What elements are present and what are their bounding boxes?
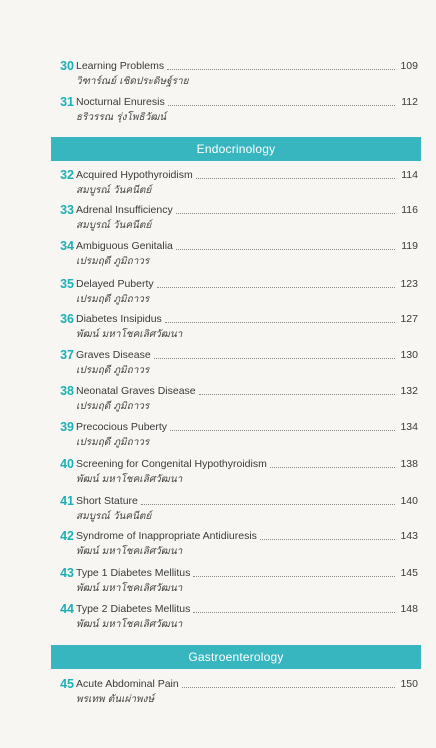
entry-page: 130 <box>400 349 418 361</box>
entry-author: เปรมฤดี ภูมิถาวร <box>76 256 150 267</box>
toc-entry[interactable] <box>0 202 436 242</box>
entry-number: 34 <box>60 239 74 253</box>
dot-leader <box>260 539 395 540</box>
entry-author: พัฒน์ มหาโชคเลิศวัฒนา <box>76 329 183 340</box>
entry-title-row <box>76 565 418 581</box>
entry-title: Neonatal Graves Disease <box>76 385 196 397</box>
entry-title: Precocious Puberty <box>76 421 168 433</box>
entry-author: พรเทพ ตันเผ่าพงษ์ <box>76 694 155 705</box>
entry-title-row <box>76 383 418 399</box>
entry-author: สมบูรณ์ วันคนีตย์ <box>76 511 152 522</box>
dot-leader <box>141 504 395 505</box>
section-header-gastroenterology <box>51 645 421 669</box>
entry-page: 127 <box>400 313 418 325</box>
toc-entry[interactable] <box>0 238 436 278</box>
entry-author: เปรมฤดี ภูมิถาวร <box>76 294 150 305</box>
entry-author: เปรมฤดี ภูมิถาวร <box>76 401 150 412</box>
entry-page: 109 <box>400 60 418 72</box>
toc-entry[interactable] <box>0 58 436 98</box>
entry-title-row <box>76 167 418 183</box>
section-title: Endocrinology <box>196 142 276 156</box>
entry-number: 32 <box>60 168 74 182</box>
entry-title: Adrenal Insufficiency <box>76 204 173 216</box>
entry-page: 148 <box>400 603 418 615</box>
entry-number: 40 <box>60 457 74 471</box>
entry-page: 150 <box>400 678 418 690</box>
entry-title: Nocturnal Enuresis <box>76 96 165 108</box>
entry-number: 41 <box>60 494 74 508</box>
entry-title-row <box>76 202 418 218</box>
entry-title-row <box>76 58 418 74</box>
dot-leader <box>167 69 395 70</box>
entry-title-row <box>76 456 418 472</box>
toc-entry[interactable] <box>0 311 436 351</box>
dot-leader <box>270 467 395 468</box>
toc-entry[interactable] <box>0 94 436 134</box>
toc-entry[interactable] <box>0 676 436 716</box>
toc-entry[interactable] <box>0 565 436 605</box>
entry-author: ธริวรรณ รุ่งโพธิวัฒน์ <box>76 112 167 123</box>
dot-leader <box>199 394 395 395</box>
entry-title-row <box>76 311 418 327</box>
entry-number: 43 <box>60 566 74 580</box>
entry-number: 38 <box>60 384 74 398</box>
entry-author: พัฒน์ มหาโชคเลิศวัฒนา <box>76 474 183 485</box>
section-title: Gastroenterology <box>188 650 284 664</box>
entry-title: Diabetes Insipidus <box>76 313 162 325</box>
entry-author: สมบูรณ์ วันคนีตย์ <box>76 185 152 196</box>
entry-title: Delayed Puberty <box>76 278 154 290</box>
entry-number: 35 <box>60 277 74 291</box>
entry-title: Acute Abdominal Pain <box>76 678 179 690</box>
dot-leader <box>182 687 395 688</box>
entry-title: Acquired Hypothyroidism <box>76 169 193 181</box>
entry-page: 134 <box>400 421 418 433</box>
dot-leader <box>170 430 395 431</box>
section-header-endocrinology <box>51 137 421 161</box>
entry-title: Type 2 Diabetes Mellitus <box>76 603 191 615</box>
toc-entry[interactable] <box>0 276 436 316</box>
toc-entry[interactable] <box>0 347 436 387</box>
dot-leader <box>193 576 395 577</box>
entry-page: 123 <box>400 278 418 290</box>
toc-entry[interactable] <box>0 601 436 641</box>
entry-title: Graves Disease <box>76 349 151 361</box>
entry-page: 112 <box>401 96 418 108</box>
entry-author: สมบูรณ์ วันคนีตย์ <box>76 220 152 231</box>
entry-page: 132 <box>400 385 418 397</box>
entry-page: 138 <box>400 458 418 470</box>
toc-entry[interactable] <box>0 528 436 568</box>
entry-title: Ambiguous Genitalia <box>76 240 173 252</box>
entry-title-row <box>76 601 418 617</box>
entry-page: 119 <box>401 240 418 252</box>
entry-author: พัฒน์ มหาโชคเลิศวัฒนา <box>76 546 183 557</box>
dot-leader <box>176 249 395 250</box>
dot-leader <box>165 322 395 323</box>
entry-title-row <box>76 94 418 110</box>
entry-author: วิฑาร์ณย์ เชิดประดิษฐ์ราย <box>76 76 189 87</box>
entry-number: 37 <box>60 348 74 362</box>
toc-entry[interactable] <box>0 493 436 533</box>
toc-entry[interactable] <box>0 167 436 207</box>
entry-title-row <box>76 528 418 544</box>
entry-page: 114 <box>401 169 418 181</box>
toc-entry[interactable] <box>0 456 436 496</box>
entry-author: พัฒน์ มหาโชคเลิศวัฒนา <box>76 619 183 630</box>
entry-page: 116 <box>401 204 418 216</box>
entry-number: 44 <box>60 602 74 616</box>
dot-leader <box>193 612 395 613</box>
entry-title: Short Stature <box>76 495 138 507</box>
dot-leader <box>176 213 395 214</box>
dot-leader <box>157 287 395 288</box>
dot-leader <box>154 358 395 359</box>
entry-number: 39 <box>60 420 74 434</box>
dot-leader <box>196 178 395 179</box>
entry-title: Screening for Congenital Hypothyroidism <box>76 458 267 470</box>
entry-title-row <box>76 676 418 692</box>
entry-title: Syndrome of Inappropriate Antidiuresis <box>76 530 257 542</box>
entry-number: 45 <box>60 677 74 691</box>
entry-title: Type 1 Diabetes Mellitus <box>76 567 191 579</box>
dot-leader <box>168 105 395 106</box>
entry-number: 31 <box>60 95 74 109</box>
entry-page: 140 <box>400 495 418 507</box>
entry-title-row <box>76 238 418 254</box>
entry-number: 36 <box>60 312 74 326</box>
entry-title-row <box>76 493 418 509</box>
toc-entry[interactable] <box>0 383 436 423</box>
entry-number: 42 <box>60 529 74 543</box>
entry-author: เปรมฤดี ภูมิถาวร <box>76 365 150 376</box>
entry-page: 145 <box>400 567 418 579</box>
entry-author: เปรมฤดี ภูมิถาวร <box>76 437 150 448</box>
entry-title-row <box>76 347 418 363</box>
entry-page: 143 <box>400 530 418 542</box>
entry-title-row <box>76 419 418 435</box>
toc-entry[interactable] <box>0 419 436 459</box>
entry-number: 30 <box>60 59 74 73</box>
entry-author: พัฒน์ มหาโชคเลิศวัฒนา <box>76 583 183 594</box>
entry-title: Learning Problems <box>76 60 165 72</box>
entry-number: 33 <box>60 203 74 217</box>
entry-title-row <box>76 276 418 292</box>
